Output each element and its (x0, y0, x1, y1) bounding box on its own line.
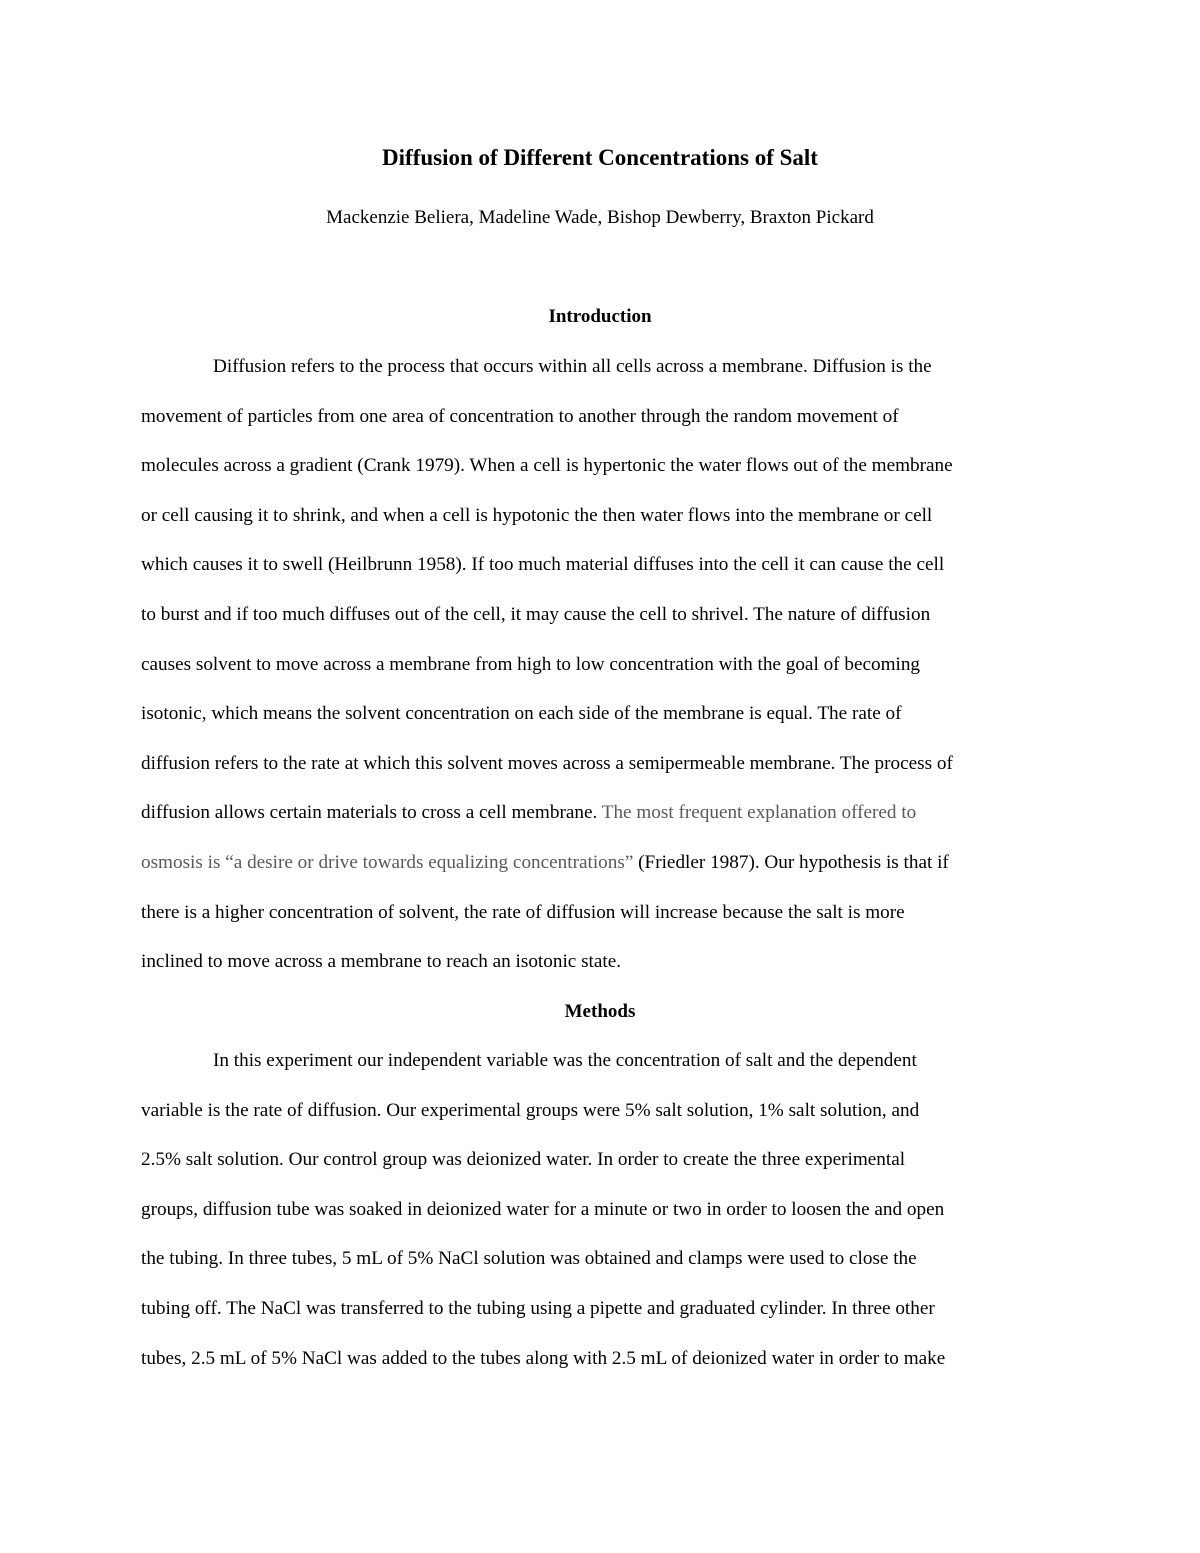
paragraph-line: there is a higher concentration of solvent, the rate of diffusion will increase because the salt is more (141, 901, 905, 923)
line-text: (Friedler 1987). Our hypothesis is that if (633, 851, 949, 873)
methods-paragraph (141, 1036, 1061, 1383)
quoted-explanation-text: The most frequent explanation offered to (601, 802, 917, 824)
paragraph-line: In this experiment our independent variable was the concentration of salt and the dependent (213, 1050, 917, 1071)
paragraph-line: tubing off. The NaCl was transferred to the tubing using a pipette and graduated cylinder. In three other (141, 1297, 935, 1319)
paragraph-line: isotonic, which means the solvent concentration on each side of the membrane is equal. The rate of (141, 703, 902, 725)
paragraph-line: molecules across a gradient (Crank 1979). When a cell is hypertonic the water flows out of the membrane (141, 455, 953, 477)
paragraph-line: Diffusion refers to the process that occurs within all cells across a membrane. Diffusion is the (213, 356, 932, 377)
introduction-paragraph (141, 342, 1061, 987)
paragraph-line: variable is the rate of diffusion. Our experimental groups were 5% salt solution, 1% salt solution, and (141, 1099, 920, 1121)
methods-heading: Methods (564, 1001, 636, 1022)
author-list: Mackenzie Beliera, Madeline Wade, Bishop Dewberry, Braxton Pickard (326, 207, 874, 228)
paragraph-line: tubes, 2.5 mL of 5% NaCl was added to the tubes along with 2.5 mL of deionized water in order to make (141, 1347, 946, 1369)
paper-title: Diffusion of Different Concentrations of Salt (382, 145, 818, 170)
introduction-heading: Introduction (548, 306, 652, 327)
paragraph-line: inclined to move across a membrane to reach an isotonic state. (141, 951, 622, 973)
paragraph-line (141, 788, 1061, 838)
quoted-explanation-text: osmosis is “a desire or drive towards equalizing concentrations” (141, 851, 634, 873)
paragraph-line: movement of particles from one area of concentration to another through the random movement of (141, 405, 899, 427)
paragraph-line: the tubing. In three tubes, 5 mL of 5% NaCl solution was obtained and clamps were used to close the (141, 1248, 917, 1270)
paragraph-line: causes solvent to move across a membrane from high to low concentration with the goal of becoming (141, 653, 921, 675)
paragraph-line: diffusion refers to the rate at which this solvent moves across a semipermeable membrane. The process of (141, 752, 953, 774)
paragraph-line: which causes it to swell (Heilbrunn 1958). If too much material diffuses into the cell it can cause the cell (141, 554, 945, 576)
paragraph-line: groups, diffusion tube was soaked in deionized water for a minute or two in order to loosen the and open (141, 1198, 945, 1220)
paragraph-line (141, 838, 1061, 888)
paragraph-line: or cell causing it to shrink, and when a cell is hypotonic the then water flows into the membrane or cell (141, 504, 933, 526)
paragraph-line: to burst and if too much diffuses out of the cell, it may cause the cell to shrivel. The nature of diffusion (141, 603, 931, 625)
line-text: diffusion allows certain materials to cross a cell membrane. (141, 802, 602, 824)
paragraph-line: 2.5% salt solution. Our control group was deionized water. In order to create the three experimental (141, 1149, 906, 1171)
